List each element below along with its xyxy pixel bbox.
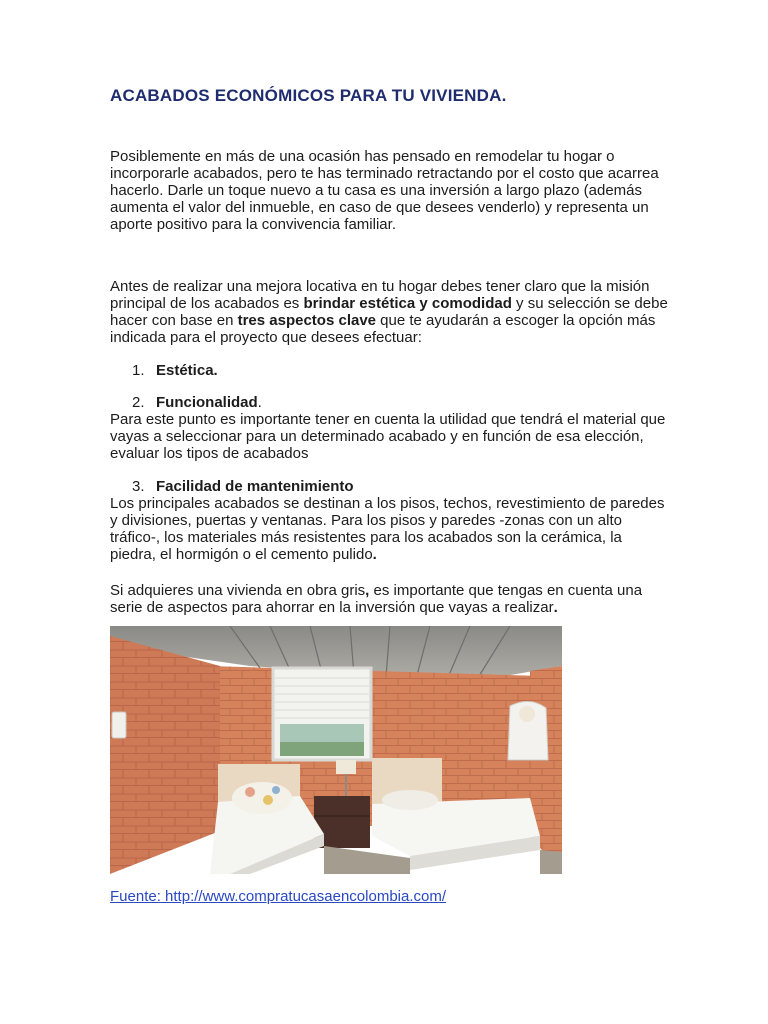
mission-text-b: y su selección se debe hacer con base en [110,295,668,329]
mission-text-c: que te ayudarán a escoger la opción más indicada para el proyecto que desees efectuar: [110,312,656,346]
obra-gris-period: . [553,599,558,616]
list-item-2 [132,394,262,411]
mission-paragraph [110,278,670,346]
mission-text-a: Antes de realizar una mejora locativa en tu hogar debes tener claro que la misión principal de los acabados es [110,278,650,312]
list-label: Facilidad de mantenimiento [156,478,354,495]
mission-bold-b: tres aspectos clave [237,312,377,329]
list-number: 2. [132,394,145,411]
source-label: Fuente: [110,888,166,905]
obra-gris-comma: , [365,582,370,599]
list-item-3 [132,478,354,495]
obra-gris-paragraph [110,582,670,616]
list-label: Funcionalidad [156,394,258,411]
obra-gris-text-a: Si adquieres una vivienda en obra gris [110,582,366,599]
functionality-paragraph: Para este punto es importante tener en cuenta la utilidad que tendrá el material que vayas a seleccionar para un determinado acabado y en función de esa elección, evaluar los tipos de acabados [110,411,666,462]
list-label: Estética. [156,362,218,379]
maintenance-text: Los principales acabados se destinan a los pisos, techos, revestimiento de paredes y divisiones, puertas y ventanas. Para los pisos y paredes -zonas con un alto tráfico-, los materiales más resistentes para los acabados son la cerámica, la piedra, el hormigón o el cemento pulido [110,495,665,563]
list-number: 3. [132,478,145,495]
page-title: ACABADOS ECONÓMICOS PARA TU VIVIENDA. [110,86,507,105]
list-number: 1. [132,362,145,379]
list-item-1 [132,362,218,379]
source-line [110,888,446,905]
bedroom-photo [110,626,562,874]
mission-bold-a: brindar estética y comodidad [303,295,512,312]
obra-gris-text-b: es importante que tengas en cuenta una serie de aspectos para ahorrar en la inversión que vayas a realizar [110,582,643,616]
intro-paragraph: Posiblemente en más de una ocasión has pensado en remodelar tu hogar o incorporarle acabados, pero te has terminado retractando por el costo que acarrea hacerlo. Darle un toque nuevo a tu casa es una inversión a largo plazo (además aumenta el valor del inmueble, en caso de que desees venderlo) y representa un aporte positivo para la convivencia familiar. [110,148,659,233]
maintenance-period: . [372,546,377,563]
list-trail: . [257,394,262,411]
maintenance-paragraph [110,495,670,563]
source-url: http://www.compratucasaencolombia.com/ [165,888,447,905]
source-link[interactable] [110,888,446,905]
